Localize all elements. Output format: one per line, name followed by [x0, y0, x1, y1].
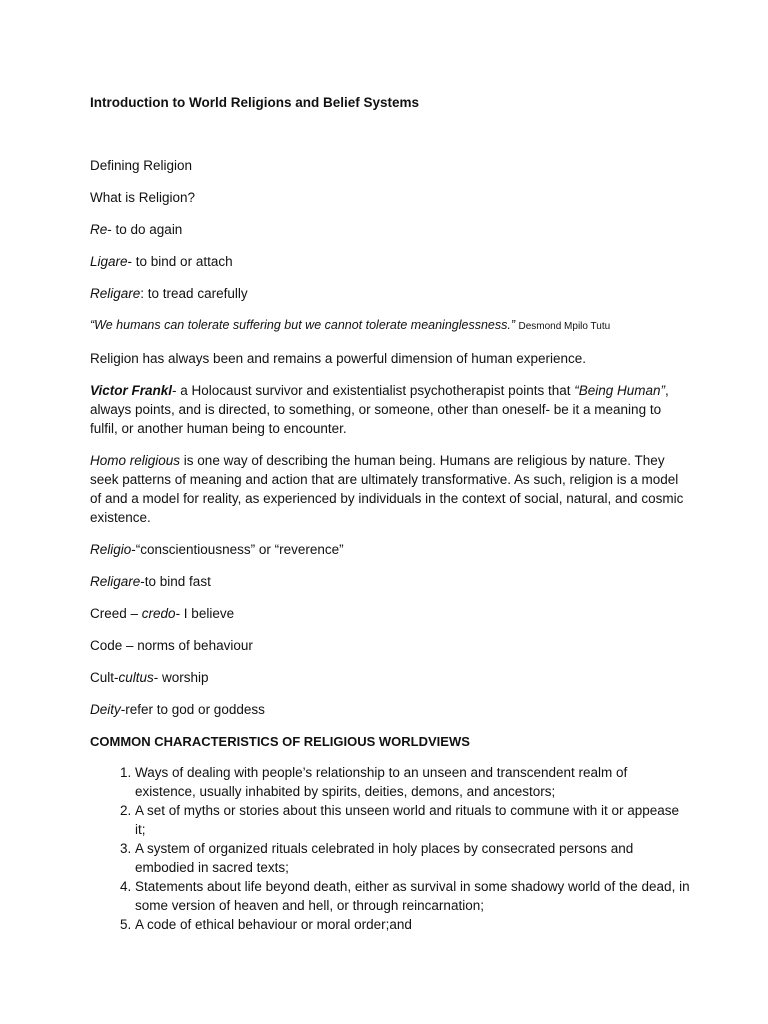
- term-cult: [90, 668, 690, 687]
- document-page: [90, 93, 690, 934]
- term-italic: Religio: [90, 542, 132, 557]
- question-line: What is Religion?: [90, 190, 196, 205]
- homo-term: Homo religious: [90, 453, 181, 468]
- term-prefix: Creed –: [90, 606, 142, 621]
- list-heading: COMMON CHARACTERISTICS OF RELIGIOUS WORLDVIEWS: [90, 734, 470, 749]
- term-prefix: Code – norms of behaviour: [90, 638, 253, 653]
- frankl-text-2: , always points, and is directed, to something, or someone, other than oneself- be it a meaning to fulfil, or another human being to encounter.: [90, 383, 669, 436]
- list-item: 4. Statements about life beyond death, either as survival in some shadowy world of the dead, in some version of heaven and hell, or through reincarnation;: [135, 877, 690, 915]
- term-prefix: Cult-: [90, 670, 119, 685]
- characteristics-list: [90, 763, 690, 934]
- paragraph-homo-religious: [90, 451, 690, 527]
- quote-author: Desmond Mpilo Tutu: [518, 321, 611, 332]
- etymology-definition: : to tread carefully: [140, 286, 248, 301]
- etymology-ligare: [90, 252, 690, 271]
- term-suffix: -“conscientiousness” or “reverence”: [131, 542, 344, 557]
- term-italic: credo: [141, 606, 176, 621]
- frankl-text-1: - a Holocaust survivor and existentialist psychotherapist points that: [172, 383, 575, 398]
- document-title: Introduction to World Religions and Belief Systems: [90, 95, 420, 110]
- term-religio: [90, 540, 690, 559]
- term-deity: [90, 700, 690, 719]
- term-religare: [90, 572, 690, 591]
- list-item: 2. A set of myths or stories about this unseen world and rituals to commune with it or appease it;: [135, 801, 690, 839]
- frankl-quoted: “Being Human”: [574, 383, 666, 398]
- etymology-definition: - to bind or attach: [127, 254, 233, 269]
- etymology-re: [90, 220, 690, 239]
- term-suffix: -refer to god or goddess: [120, 702, 265, 717]
- term-code: [90, 636, 690, 655]
- list-item: 5. A code of ethical behaviour or moral order;and: [135, 915, 690, 934]
- list-item: 3. A system of organized rituals celebrated in holy places by consecrated persons and embodied in sacred texts;: [135, 839, 690, 877]
- list-item: 1. Ways of dealing with people’s relationship to an unseen and transcendent realm of existence, usually inhabited by spirits, deities, demons, and ancestors;: [135, 763, 690, 801]
- frankl-name: Victor Frankl: [90, 383, 173, 398]
- etymology-definition: - to do again: [107, 222, 183, 237]
- quote-text: “We humans can tolerate suffering but we cannot tolerate meaninglessness.”: [90, 318, 515, 332]
- etymology-religare: [90, 284, 690, 303]
- spacer: [90, 112, 690, 156]
- term-italic: cultus: [118, 670, 154, 685]
- term-italic: Religare: [90, 574, 141, 589]
- paragraph-religion-dimension: Religion has always been and remains a powerful dimension of human experience.: [90, 351, 587, 366]
- section-heading: Defining Religion: [90, 158, 193, 173]
- quote: [90, 316, 690, 336]
- term-creed: [90, 604, 690, 623]
- etymology-term: Ligare: [90, 254, 128, 269]
- etymology-term: Re: [90, 222, 108, 237]
- term-suffix: -to bind fast: [140, 574, 211, 589]
- homo-text: is one way of describing the human being. Humans are religious by nature. They seek patterns of meaning and action that are ultimately transformative. As such, religion is a model of and a model for reality, as experienced by individuals in the context of social, natural, and cosmic existence.: [90, 453, 684, 525]
- paragraph-frankl: [90, 381, 690, 438]
- term-suffix: - worship: [153, 670, 209, 685]
- etymology-term: Religare: [90, 286, 141, 301]
- term-suffix: - I believe: [175, 606, 235, 621]
- term-italic: Deity: [90, 702, 121, 717]
